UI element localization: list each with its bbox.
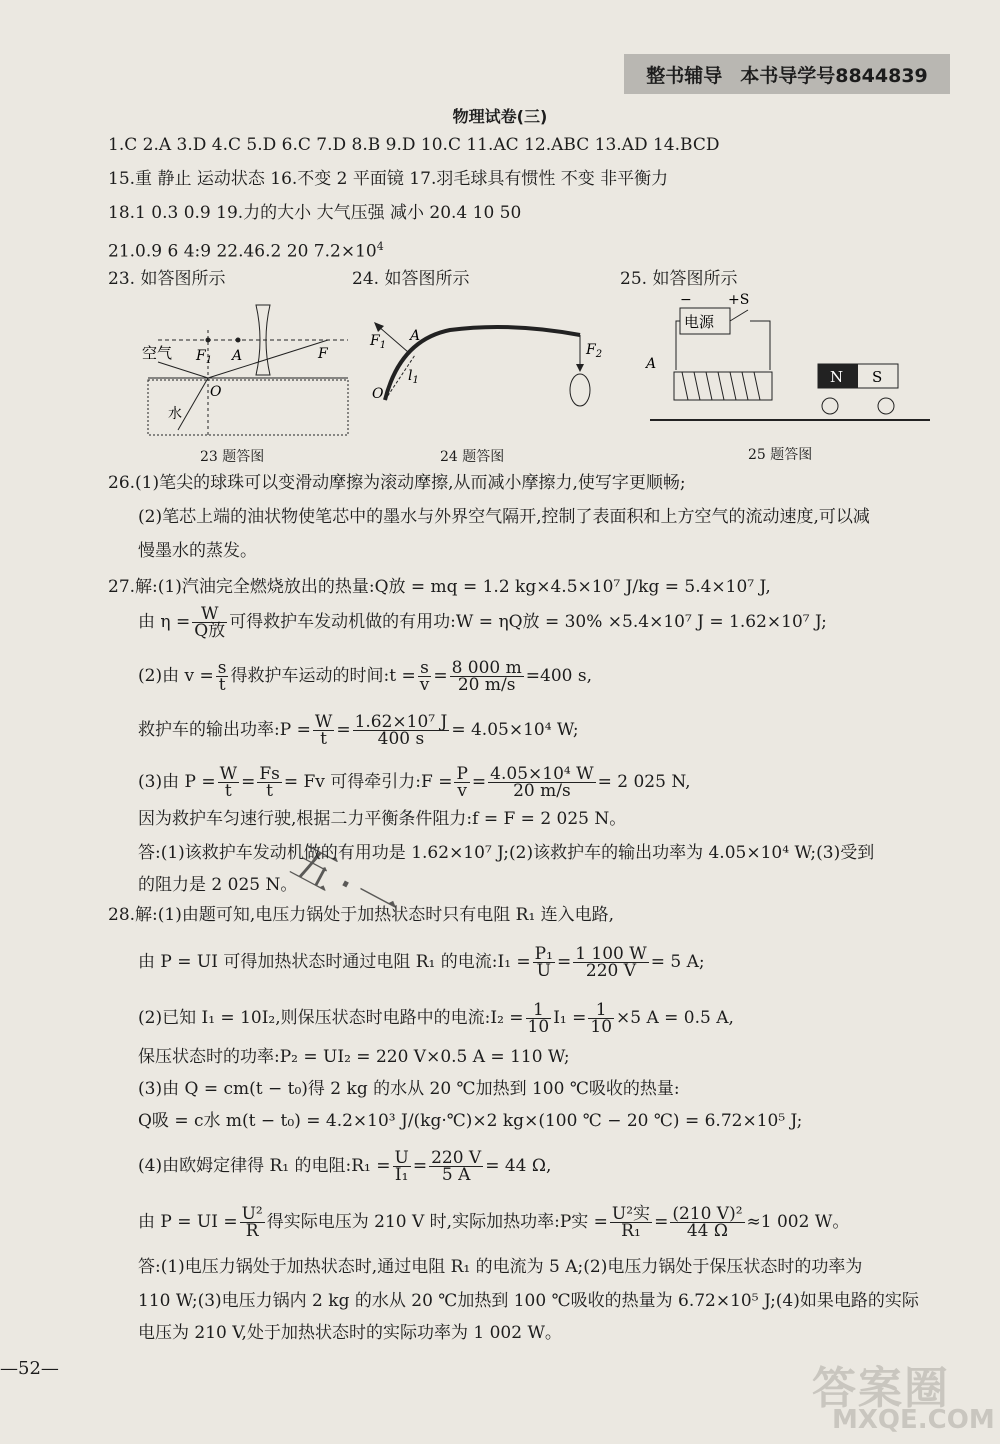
fig24-caption: 24 题答图 [440,449,505,465]
fig23-heading: 23. 如答图所示 [108,269,226,289]
q27-line-7: 答:(1)该救护车发动机做的有用功是 1.62×10⁷ J;(2)该救护车的输出功率为 4.05×10⁴ W;(3)受到 [138,843,875,863]
fig25-caption: 25 题答图 [748,447,813,463]
fig25-coil-windings [682,372,760,400]
handwriting-scribble: 五·一 [282,835,413,937]
answers-line-2: 15.重 静止 运动状态 16.不变 2 平面镜 17.羽毛球具有惯性 不变 非平衡力 [108,169,669,189]
q28-line-6: Q吸 = c水 m(t − t₀) = 4.2×10³ J/(kg·℃)×2 kg×(100 ℃ − 20 ℃) = 6.72×10⁵ J; [138,1111,803,1131]
q28-line-4: 保压状态时的功率:P₂ = UI₂ = 220 V×0.5 A = 110 W; [138,1047,570,1067]
fig24-label-O: O [372,386,384,402]
fig24-label-F2: $F_2$ [586,342,603,360]
answers-line-1: 1.C 2.A 3.D 4.C 5.D 6.C 7.D 8.B 9.D 10.C 11.AC 12.ABC 13.AD 14.BCD [108,135,720,155]
page-title: 物理试卷(三) [452,107,548,126]
fig25-wheel-left [822,398,838,414]
fig23-label-water: 水 [168,406,182,422]
fig25-label-power: 电源 [684,313,715,331]
watermark-url: MXQE.COM [832,1405,995,1435]
fig24-diagram [360,300,610,440]
q28-line-8: 由 P = UI = $\frac{\text{U²}}{R}$ 得实际电压为 210 V 时,实际加热功率:P实 = $\frac{\text{U²实}}{\text{R₁}}$ = $\frac{\text{(210 V)²}}{44 \Omega}$ ≈1 002 W。 [138,1204,850,1241]
q28-line-3: (2)已知 I₁ = 10I₂,则保压状态时电路中的电流:I₂ = $\frac{1}{10}$ I₁ = $\frac{1}{10}$ ×5 A = 0.5 A, [138,1000,734,1037]
q26-line-3: 慢墨水的蒸发。 [138,541,257,561]
fig25-label-plus-s: +S [728,292,750,308]
q27-line-5: (3)由 P = $\frac{W}{t}$ = $\frac{Fs}{t}$ = Fv 可得牵引力:F = $\frac{P}{v}$ = $\frac{\text{4.05×10⁴ W}}{20 m/s}$ = 2 025 N, [138,764,691,801]
q27-line-8: 的阻力是 2 025 N。 [138,875,298,895]
q26-line-1: 26.(1)笔尖的球珠可以变滑动摩擦为滚动摩擦,从而减小摩擦力,使写字更顺畅; [108,473,686,493]
fig25-label-minus: − [680,292,692,308]
fig23-ray-water [178,378,208,430]
fig23-point-A [236,338,241,343]
fig23-ray-refract [208,340,328,378]
fig25-wire-right [750,321,770,370]
q27-line-4: 救护车的输出功率:P = $\frac{W}{t}$ = $\frac{\text{1.62×10⁷ J}}{400 s}$ = 4.05×10⁴ W; [138,712,579,749]
header-right: 本书导学号8844839 [740,64,928,87]
q28-line-9: 答:(1)电压力锅处于加热状态时,通过电阻 R₁ 的电流为 5 A;(2)电压力锅处于保压状态时的功率为 [138,1257,863,1277]
fig25-label-S: S [872,368,883,386]
fig25-switch [730,310,748,321]
q28-line-10: 110 W;(3)电压力锅内 2 kg 的水从 20 ℃加热到 100 ℃吸收的热量为 6.72×10⁵ J;(4)如果电路的实际 [138,1291,919,1311]
fig23-caption: 23 题答图 [200,449,265,465]
fig23-label-F: F [318,346,328,362]
fig25-label-A: A [646,356,657,372]
fig25-diagram [640,290,940,440]
header-banner [624,54,950,94]
q28-line-2: 由 P = UI 可得加热状态时通过电阻 R₁ 的电流:I₁ = $\frac{\text{P₁}}{U}$ = $\frac{1 100 W}{220 V}$ = 5 A; [138,944,705,981]
fig23-label-air: 空气 [142,344,173,362]
answers-line-3: 18.1 0.3 0.9 19.力的大小 大气压强 减小 20.4 10 50 [108,203,522,223]
fig23-ray-incident [158,362,208,378]
q27-line-3: (2)由 v = $\frac{s}{t}$ 得救护车运动的时间:t = $\frac{s}{v}$ = $\frac{8 000 m}{20 m/s}$ =400 s, [138,658,592,695]
fig24-label-l1: $l_1$ [408,368,419,386]
fig23-point-F1 [206,338,211,343]
q28-line-7: (4)由欧姆定律得 R₁ 的电阻:R₁ = $\frac{U}{\text{I₁}}$ = $\frac{220 V}{5 A}$ = 44 Ω, [138,1148,552,1185]
answers-line-4: 21.0.9 6 4:9 22.46.2 20 $7.2\times 10^4$ [108,240,384,262]
q28-line-11: 电压为 210 V,处于加热状态时的实际功率为 1 002 W。 [138,1323,562,1343]
fig23-label-A: A [232,348,243,364]
q27-line-2: 由 η = $\frac{W}{\text{Q放}}$ 可得救护车发动机做的有用功:W = ηQ放 = 30% ×5.4×10⁷ J = 1.62×10⁷ J; [138,604,827,641]
fig25-wheel-right [878,398,894,414]
q26-line-2: (2)笔芯上端的油状物使笔芯中的墨水与外界空气隔开,控制了表面积和上方空气的流动速度,可以减 [138,507,870,527]
fig24-label-F1: $F_1$ [370,333,387,351]
header-left: 整书辅导 [646,64,723,87]
q27-line-6: 因为救护车匀速行驶,根据二力平衡条件阻力:f = F = 2 025 N。 [138,809,627,829]
fig24-arrow-F2 [576,364,584,372]
q28-line-1: 28.解:(1)由题可知,电压力锅处于加热状态时只有电阻 R₁ 连入电路, [108,905,615,925]
fig25-heading: 25. 如答图所示 [620,269,738,289]
page-number: —52— [0,1358,59,1379]
fig23-label-F1: $F_1$ [196,348,213,366]
fig25-wire-left [676,321,680,370]
q27-line-1: 27.解:(1)汽油完全燃烧放出的热量:Q放 = mq = 1.2 kg×4.5×10⁷ J/kg = 5.4×10⁷ J, [108,577,771,597]
fig24-heading: 24. 如答图所示 [352,269,470,289]
fig24-label-A: A [410,328,421,344]
fig25-label-N: N [830,368,844,386]
fig23-label-O: O [210,384,222,400]
fig23-diagram [138,300,358,440]
q28-line-5: (3)由 Q = cm(t − t₀)得 2 kg 的水从 20 ℃加热到 100 ℃吸收的热量: [138,1079,680,1099]
fig24-fish [570,374,590,406]
watermark-logo: 答案圈 [812,1363,950,1414]
